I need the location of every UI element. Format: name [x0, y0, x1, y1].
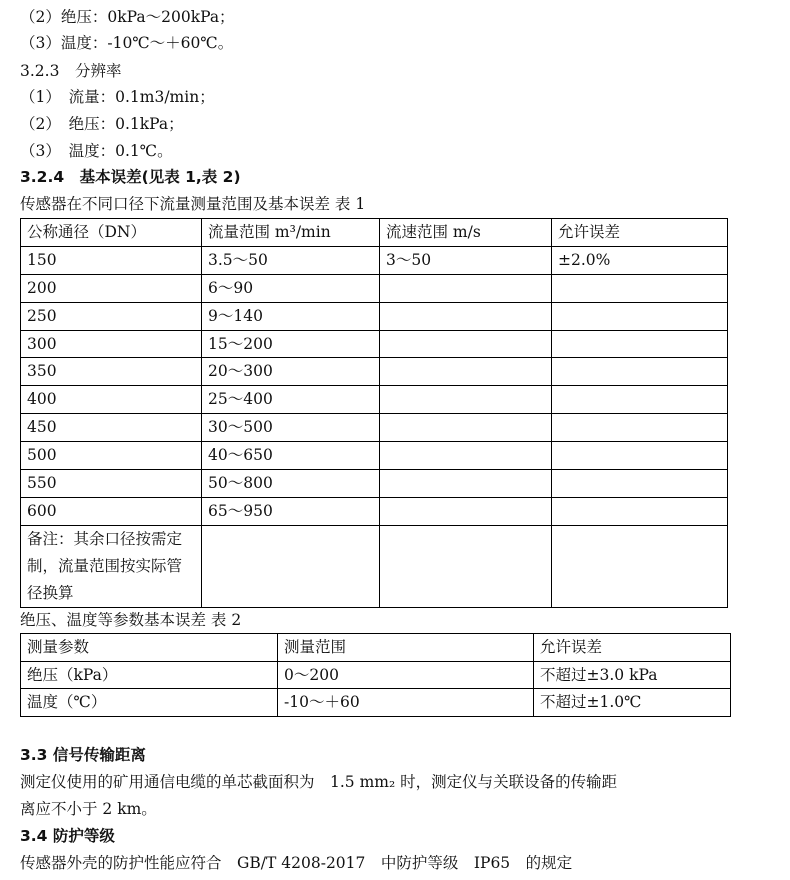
table-cell: [380, 386, 552, 414]
table-cell: 550: [21, 470, 202, 498]
table-cell: 不超过±1.0℃: [534, 689, 731, 717]
table-header-row: [21, 219, 728, 247]
table-cell: 25～400: [202, 386, 380, 414]
table-cell: 3～50: [380, 246, 552, 274]
table-row: [21, 470, 728, 498]
table-cell: 0～200: [278, 661, 534, 689]
section-3-3-body-line: 离应不小于 2 km。: [20, 800, 157, 818]
table-header-cell: 流速范围 m/s: [380, 219, 552, 247]
section-3-3-body-line: 测定仪使用的矿用通信电缆的单芯截面积为 1.5 mm₂ 时，测定仪与关联设备的传输距: [20, 773, 618, 791]
table-cell: [552, 414, 728, 442]
range-line-value: -10℃～＋60℃。: [107, 34, 234, 52]
table-cell: 500: [21, 442, 202, 470]
table-cell: [380, 274, 552, 302]
table-cell: 绝压（kPa）: [21, 661, 278, 689]
table-row: [21, 442, 728, 470]
table-cell: [552, 274, 728, 302]
range-line-pressure: [20, 4, 235, 30]
table2-caption: 绝压、温度等参数基本误差 表 2: [20, 611, 242, 629]
section-3-4-title: 3.4 防护等级: [20, 827, 115, 845]
section-3-3-title: 3.3 信号传输距离: [20, 746, 146, 764]
table-cell: 6～90: [202, 274, 380, 302]
table-cell: [380, 442, 552, 470]
resolution-label: （2） 绝压：: [20, 115, 116, 133]
table-cell: 200: [21, 274, 202, 302]
table-cell: 不超过±3.0 kPa: [534, 661, 731, 689]
table-cell: 600: [21, 497, 202, 525]
table-cell: [552, 386, 728, 414]
table-row: [21, 661, 731, 689]
table-cell: 400: [21, 386, 202, 414]
resolution-label: （3） 温度：: [20, 142, 116, 160]
table-row: [21, 414, 728, 442]
table-cell: [380, 470, 552, 498]
range-line-label: （3）温度：: [20, 34, 108, 52]
resolution-item-temperature: [20, 138, 173, 164]
resolution-value: 0.1℃。: [115, 142, 173, 160]
resolution-label: （1） 流量：: [20, 88, 116, 106]
table-cell: 温度（℃）: [21, 689, 278, 717]
table-row: [21, 497, 728, 525]
table1-caption: 传感器在不同口径下流量测量范围及基本误差 表 1: [20, 195, 366, 213]
table-cell: [552, 442, 728, 470]
table-header-cell: 允许误差: [534, 634, 731, 662]
table-cell: [380, 414, 552, 442]
table-row: [21, 274, 728, 302]
table-cell: 300: [21, 330, 202, 358]
table-cell: 350: [21, 358, 202, 386]
table-cell: [380, 525, 552, 607]
table-cell: ±2.0%: [552, 246, 728, 274]
table-note-row: [21, 525, 728, 607]
section-3-2-4-title: 3.2.4 基本误差(见表 1,表 2): [20, 168, 241, 186]
table-cell: 9～140: [202, 302, 380, 330]
section-3-2-3-title: 3.2.3 分辨率: [20, 62, 122, 80]
table-cell: [552, 358, 728, 386]
table-cell: 250: [21, 302, 202, 330]
range-line-temperature: [20, 30, 233, 56]
resolution-value: 0.1m3/min；: [115, 88, 215, 106]
table-cell: 65～950: [202, 497, 380, 525]
table-header-cell: 测量范围: [278, 634, 534, 662]
table-row: [21, 689, 731, 717]
table-cell: [380, 497, 552, 525]
range-line-value: 0kPa～200kPa；: [107, 8, 235, 26]
table-row: [21, 302, 728, 330]
table-cell: [552, 525, 728, 607]
table-cell: [552, 497, 728, 525]
table-header-cell: 允许误差: [552, 219, 728, 247]
table-cell: [552, 470, 728, 498]
table-cell: 450: [21, 414, 202, 442]
table-cell: [380, 330, 552, 358]
table-row: [21, 246, 728, 274]
table-cell: 15～200: [202, 330, 380, 358]
table-cell: [380, 358, 552, 386]
resolution-item-pressure: [20, 111, 184, 137]
table-row: [21, 358, 728, 386]
table-header-cell: 公称通径（DN）: [21, 219, 202, 247]
table-header-cell: 流量范围 m³/min: [202, 219, 380, 247]
table-cell: [380, 302, 552, 330]
flow-range-table: [20, 218, 728, 608]
table-note-cell: 备注：其余口径按需定制，流量范围按实际管径换算: [21, 525, 202, 607]
table-cell: 50～800: [202, 470, 380, 498]
table-cell: 40～650: [202, 442, 380, 470]
table-header-row: [21, 634, 731, 662]
table-cell: [552, 302, 728, 330]
table-cell: 3.5～50: [202, 246, 380, 274]
table-header-cell: 测量参数: [21, 634, 278, 662]
table-cell: 30～500: [202, 414, 380, 442]
table-row: [21, 386, 728, 414]
table-cell: 20～300: [202, 358, 380, 386]
parameter-error-table: [20, 633, 731, 717]
resolution-value: 0.1kPa；: [115, 115, 184, 133]
range-line-label: （2）绝压：: [20, 8, 108, 26]
resolution-item-flow: [20, 84, 215, 110]
table-row: [21, 330, 728, 358]
table-cell: [552, 330, 728, 358]
table-cell: -10～＋60: [278, 689, 534, 717]
section-3-4-body: 传感器外壳的防护性能应符合 GB/T 4208-2017 中防护等级 IP65 的规定: [20, 854, 573, 872]
table-cell: 150: [21, 246, 202, 274]
table-cell: [202, 525, 380, 607]
